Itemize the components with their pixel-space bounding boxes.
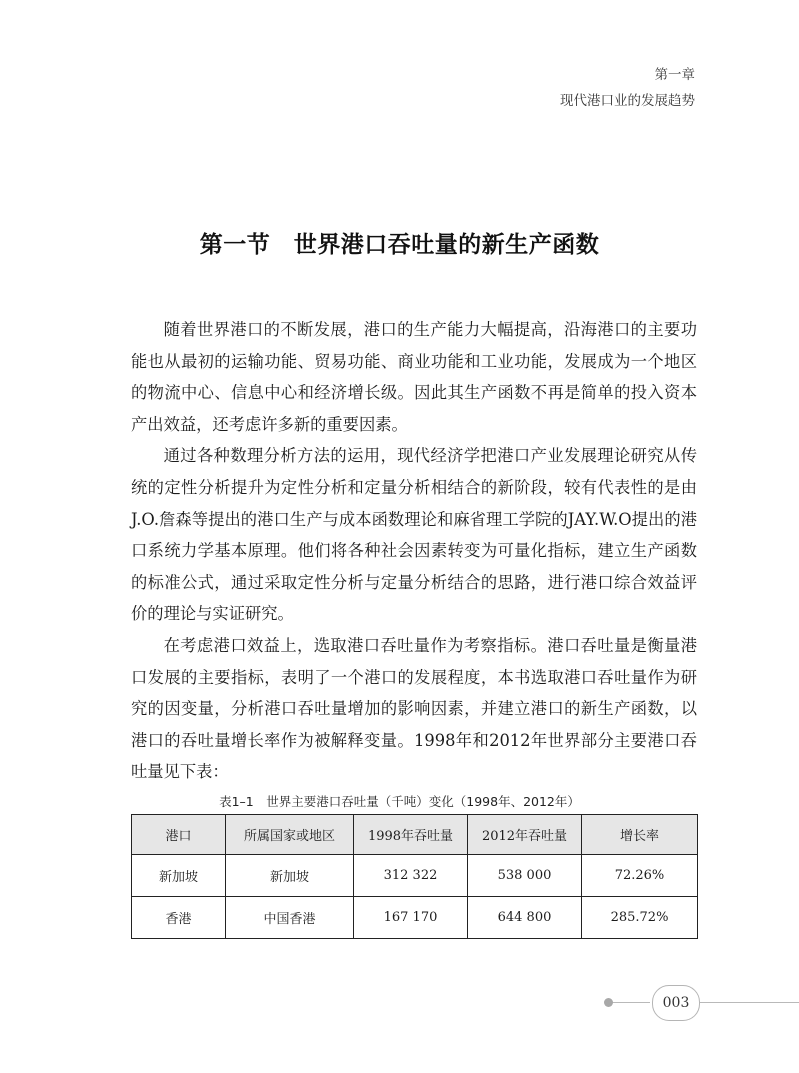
cell-1998: 312 322 — [354, 855, 468, 897]
cell-growth: 72.26% — [582, 855, 698, 897]
paragraph-2: 通过各种数理分析方法的运用，现代经济学把港口产业发展理论研究从传统的定性分析提升为定性分析和定量分析相结合的新阶段，较有代表性的是由J.O.詹森等提出的港口生产与成本函数理论和麻省理工学院的JAY.W.O提出的港口系统力学基本原理。他们将各种社会因素转变为可量化指标，建立生产函数的标准公式，通过采取定性分析与定量分析结合的思路，进行港口综合效益评价的理论与实证研究。 — [131, 446, 697, 624]
paragraph-3: 在考虑港口效益上，选取港口吞吐量作为考察指标。港口吞吐量是衡量港口发展的主要指标，表明了一个港口的发展程度，本书选取港口吞吐量作为研究的因变量，分析港口吞吐量增加的影响因素，并建立港口的新生产函数，以港口的吞吐量增长率作为被解释变量。1998年和2012年世界部分主要港口吞吐量见下表： — [131, 635, 697, 782]
throughput-table — [131, 814, 698, 939]
cell-growth: 285.72% — [582, 897, 698, 939]
table-row — [132, 897, 698, 939]
header-growth: 增长率 — [582, 815, 698, 855]
table-caption: 表1–1 世界主要港口吞吐量（千吨）变化（1998年、2012年） — [219, 794, 580, 809]
running-head — [560, 62, 695, 114]
cell-port: 新加坡 — [132, 855, 226, 897]
header-1998: 1998年吞吐量 — [354, 815, 468, 855]
section-title: 第一节 世界港口吞吐量的新生产函数 — [199, 231, 600, 258]
chapter-label: 第一章 — [654, 67, 695, 83]
cell-port: 香港 — [132, 897, 226, 939]
paragraph-1: 随着世界港口的不断发展，港口的生产能力大幅提高，沿海港口的主要功能也从最初的运输功能、贸易功能、商业功能和工业功能，发展成为一个地区的物流中心、信息中心和经济增长级。因此其生产函数不再是简单的投入资本产出效益，还考虑许多新的重要因素。 — [131, 320, 697, 434]
cell-1998: 167 170 — [354, 897, 468, 939]
cell-country: 中国香港 — [226, 897, 354, 939]
page-number: 003 — [652, 985, 700, 1021]
table-row — [132, 855, 698, 897]
cell-2012: 538 000 — [468, 855, 582, 897]
footer-rule-right — [700, 1002, 799, 1003]
cell-country: 新加坡 — [226, 855, 354, 897]
header-port: 港口 — [132, 815, 226, 855]
table-header-row — [132, 815, 698, 855]
chapter-title: 现代港口业的发展趋势 — [560, 93, 695, 109]
cell-2012: 644 800 — [468, 897, 582, 939]
footer-rule-left — [610, 1002, 650, 1003]
footer-dot — [604, 998, 613, 1007]
header-2012: 2012年吞吐量 — [468, 815, 582, 855]
header-country: 所属国家或地区 — [226, 815, 354, 855]
body-text — [131, 314, 697, 788]
